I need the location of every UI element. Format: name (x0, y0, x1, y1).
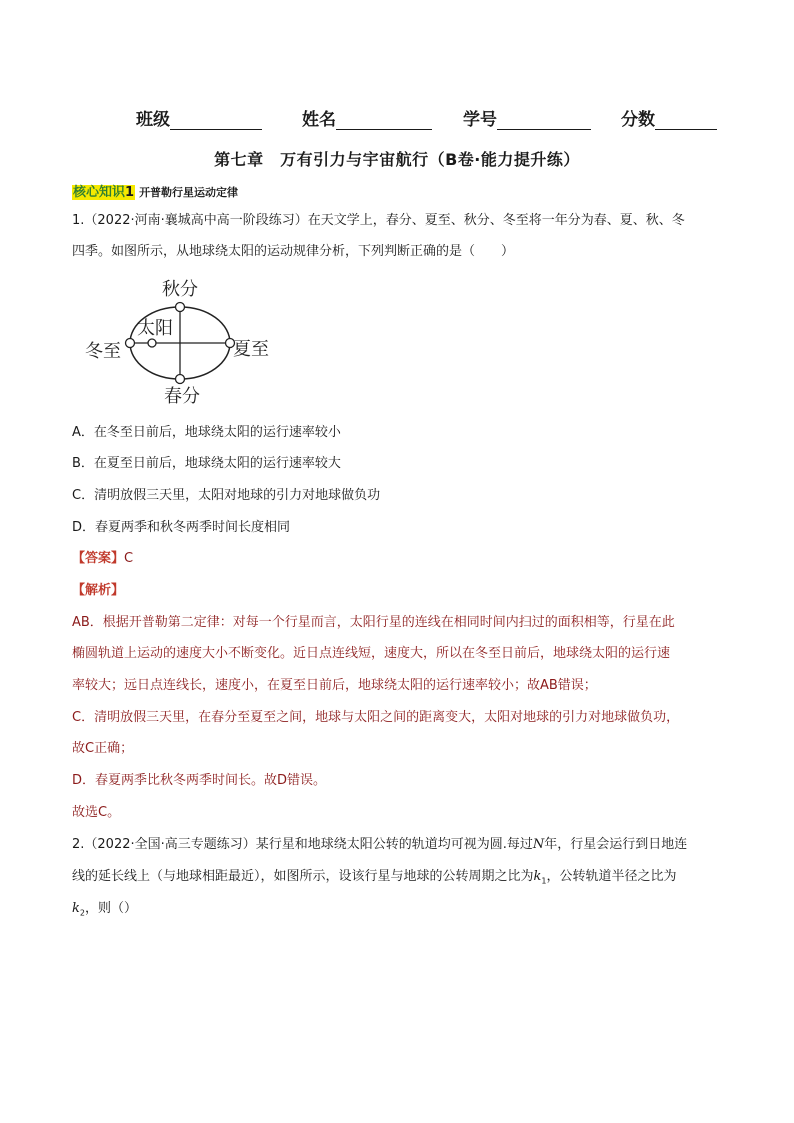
q2-line2-part-a: 线的延长线上（与地球相距最近），如图所示，设该行星与地球的公转周期之比为 (72, 869, 534, 884)
section-tag (72, 185, 135, 200)
section-subtitle: 开普勒行星运动定律 (139, 186, 239, 199)
q2-var-n: N (532, 837, 545, 852)
student-id-field (463, 105, 591, 130)
q1-analysis-label (72, 579, 124, 598)
q2-line1-part-a: 2.（2022·全国·高三专题练习）某行星和地球绕太阳公转的轨道均可视为圆.每过 (72, 837, 533, 852)
analysis-label: 【解析】 (72, 583, 125, 598)
q2-stem-line-1 (72, 833, 687, 852)
q1-stem-line-2: 四季。如图所示，从地球绕太阳的运动规律分析，下列判断正确的是（ ） (72, 244, 515, 259)
name-field (302, 105, 432, 130)
q1-option-d: D．春夏两季和秋冬两季时间长度相同 (72, 520, 291, 535)
q2-line2-part-b: ，公转轨道半径之比为 (546, 869, 677, 884)
q1-stem-line-1: 1.（2022·河南·襄城高中高一阶段练习）在天文学上，春分、夏至、秋分、冬至将一年分为春、夏、秋、冬 (72, 213, 685, 228)
answer-label: 【答案】 (72, 551, 125, 566)
analysis-line-5: 故C正确； (72, 741, 134, 756)
q2-var-k2-sub: 2 (79, 908, 85, 918)
winter-solstice-point (126, 339, 135, 348)
q2-line1-part-b: 年，行星会运行到日地连 (544, 837, 688, 852)
class-label: 班级 (136, 110, 170, 130)
q2-var-k2: k (72, 901, 80, 916)
sun-point (148, 339, 156, 347)
analysis-line-6: D．春夏两季比秋冬两季时间长。故D错误。 (72, 773, 327, 788)
q2-var-k1: k (533, 869, 542, 884)
q1-option-c: C．清明放假三天里，太阳对地球的引力对地球做负功 (72, 488, 381, 503)
analysis-line-3: 率较大；远日点连线长，速度小，在夏至日前后，地球绕太阳的运行速率较小；故AB错误； (72, 678, 597, 693)
class-field (136, 105, 262, 130)
section-header (72, 181, 238, 200)
answer-value: C (124, 551, 134, 566)
score-blank (655, 110, 717, 130)
analysis-line-2: 椭圆轨道上运动的速度大小不断变化。近日点连线短，速度大，所以在冬至日前后，地球绕太阳的运行速 (72, 646, 671, 661)
q2-stem-line-3 (72, 897, 137, 918)
student-id-blank (497, 110, 591, 130)
student-info-row (0, 105, 794, 131)
q1-option-b: B．在夏至日前后，地球绕太阳的运行速率较大 (72, 456, 341, 471)
q2-stem-line-2 (72, 865, 677, 886)
analysis-line-1: AB．根据开普勒第二定律：对每一个行星而言，太阳行星的连线在相同时间内扫过的面积相等，行星在此 (72, 615, 675, 630)
name-label: 姓名 (302, 110, 336, 130)
q1-conclusion: 故选C。 (72, 805, 121, 820)
sun-label: 太阳 (137, 318, 173, 339)
q1-option-a: A．在冬至日前后，地球绕太阳的运行速率较小 (72, 425, 341, 440)
score-label: 分数 (621, 110, 655, 130)
q2-line3-part-b: ，则（） (84, 901, 137, 916)
orbit-diagram (85, 275, 285, 410)
analysis-line-4: C．清明放假三天里，在春分至夏至之间，地球与太阳之间的距离变大，太阳对地球的引力对地球做负功， (72, 710, 680, 725)
spring-label: 春分 (164, 386, 200, 407)
q1-answer (72, 547, 133, 566)
class-blank (170, 110, 262, 130)
name-blank (336, 110, 432, 130)
section-number: 1 (125, 185, 135, 200)
winter-label: 冬至 (85, 341, 121, 362)
section-tag-label: 核心知识 (73, 185, 126, 200)
spring-equinox-point (176, 375, 185, 384)
summer-label: 夏至 (233, 339, 269, 360)
autumn-label: 秋分 (162, 279, 198, 300)
score-field (621, 105, 717, 130)
student-id-label: 学号 (463, 110, 497, 130)
page-title: 第七章 万有引力与宇宙航行（B卷·能力提升练） (214, 150, 580, 169)
q2-var-k1-sub: 1 (541, 876, 547, 886)
autumn-equinox-point (176, 303, 185, 312)
